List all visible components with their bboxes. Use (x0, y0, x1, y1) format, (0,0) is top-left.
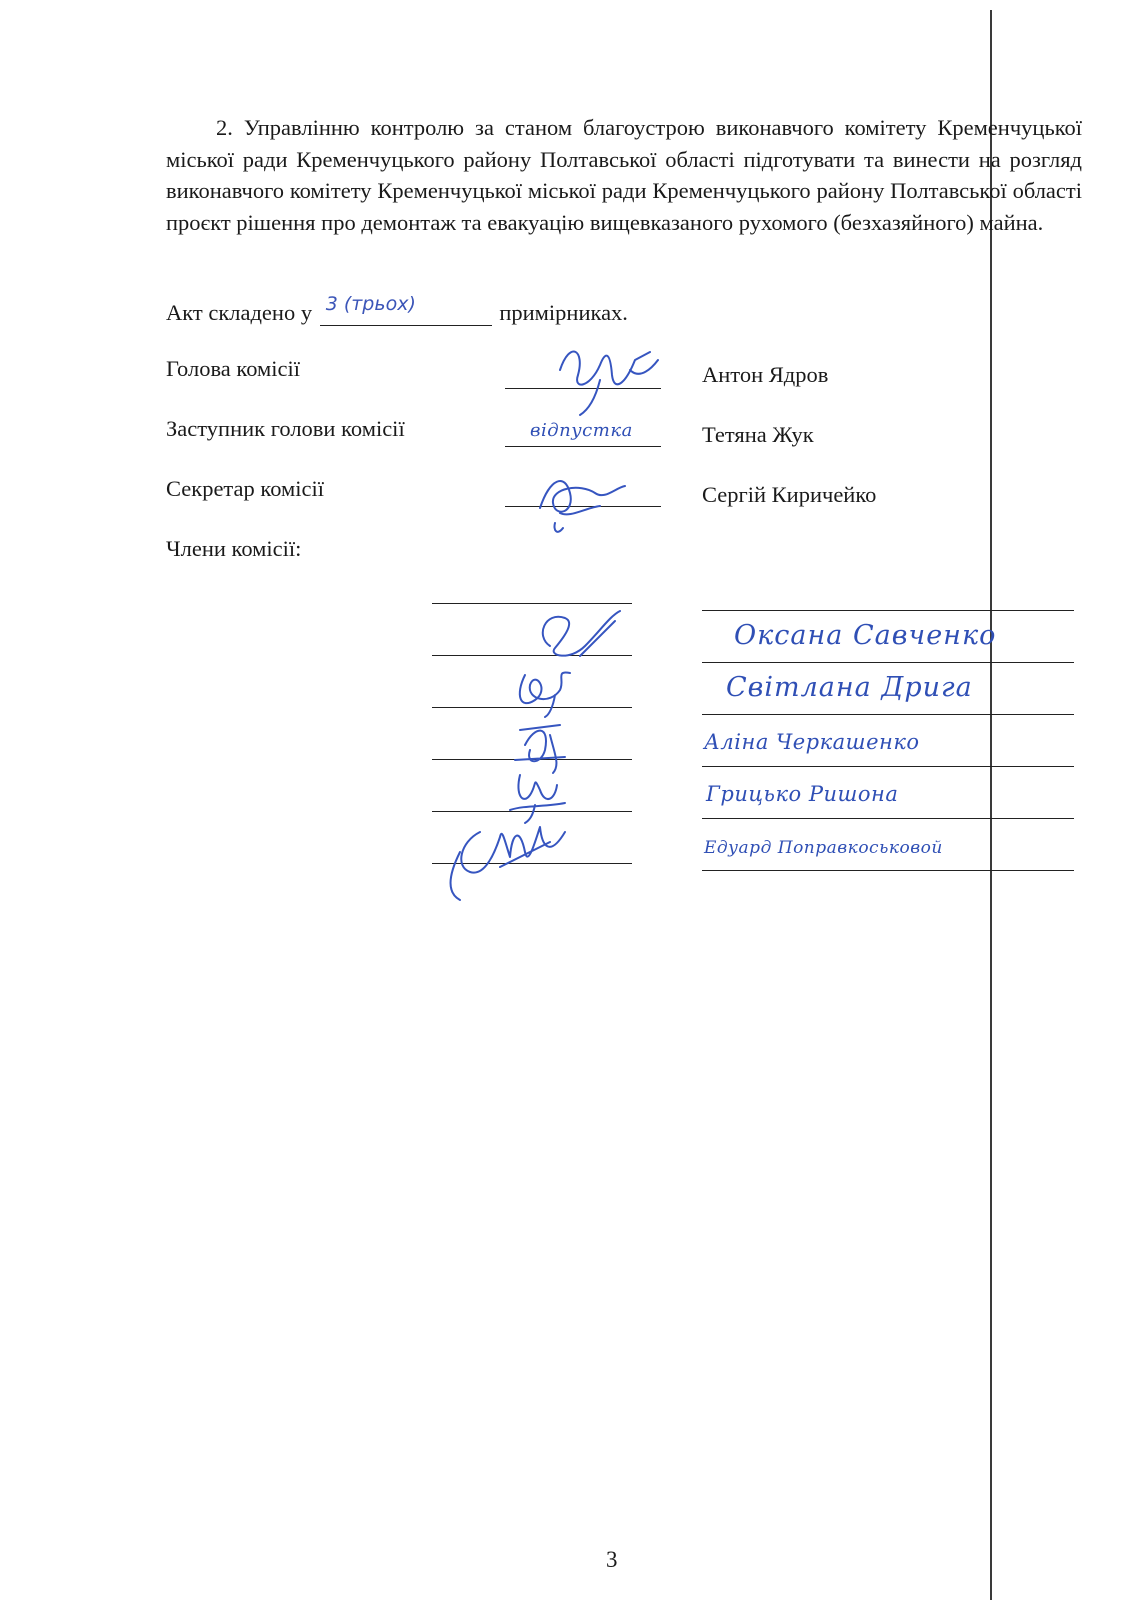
name-secretary: Сергій Киричейко (702, 482, 877, 507)
signature-line-deputy (505, 446, 661, 447)
member-name-line-5 (702, 870, 1074, 871)
copies-blank (320, 293, 492, 326)
member-signature-line-top (432, 603, 632, 604)
member-name-line-top (702, 610, 1074, 611)
page-number: 3 (606, 1547, 618, 1572)
member-name-line-1 (702, 662, 1074, 663)
act-prefix: Акт складено у (166, 300, 313, 325)
members-label: Члени комісії: (166, 536, 302, 561)
member-name-line-4 (702, 818, 1074, 819)
member-name-5: Едуард Поправкоськовой (704, 838, 943, 858)
act-suffix: примірниках. (499, 300, 628, 325)
member-signature-1 (520, 606, 630, 666)
signature-secretary (525, 458, 645, 538)
member-name-4: Грицько Ришона (706, 782, 899, 806)
member-signature-2 (505, 665, 595, 720)
scan-edge-line (990, 10, 992, 1600)
name-deputy: Тетяна Жук (702, 422, 814, 447)
decision-paragraph: 2. Управлінню контролю за станом благоустрою виконавчого комітету Кременчуцької міської ради Кременчуцького району Полтавської області підготувати та винести на розгляд виконавчого комітету Кременчуцької міської ради Кременчуцького району Полтавської області проєкт рішення про демонтаж та евакуацію вищевказаного рухомого (безхазяйного) майна. (166, 115, 1082, 235)
name-chair: Антон Ядров (702, 362, 829, 387)
deputy-absence-note: відпустка (530, 420, 633, 441)
member-name-line-3 (702, 766, 1074, 767)
member-name-3: Аліна Черкашенко (704, 730, 920, 754)
member-signature-5 (440, 812, 590, 902)
role-chair: Голова комісії (166, 356, 300, 381)
role-deputy: Заступник голови комісії (166, 416, 405, 441)
member-name-1: Оксана Савченко (734, 620, 997, 651)
act-copies-line (166, 293, 628, 326)
signature-chair (540, 330, 670, 420)
role-secretary: Секретар комісії (166, 476, 324, 501)
member-name-2: Світлана Дрига (726, 672, 973, 703)
copies-handwritten: 3 (трьох) (325, 293, 416, 315)
member-name-line-2 (702, 714, 1074, 715)
